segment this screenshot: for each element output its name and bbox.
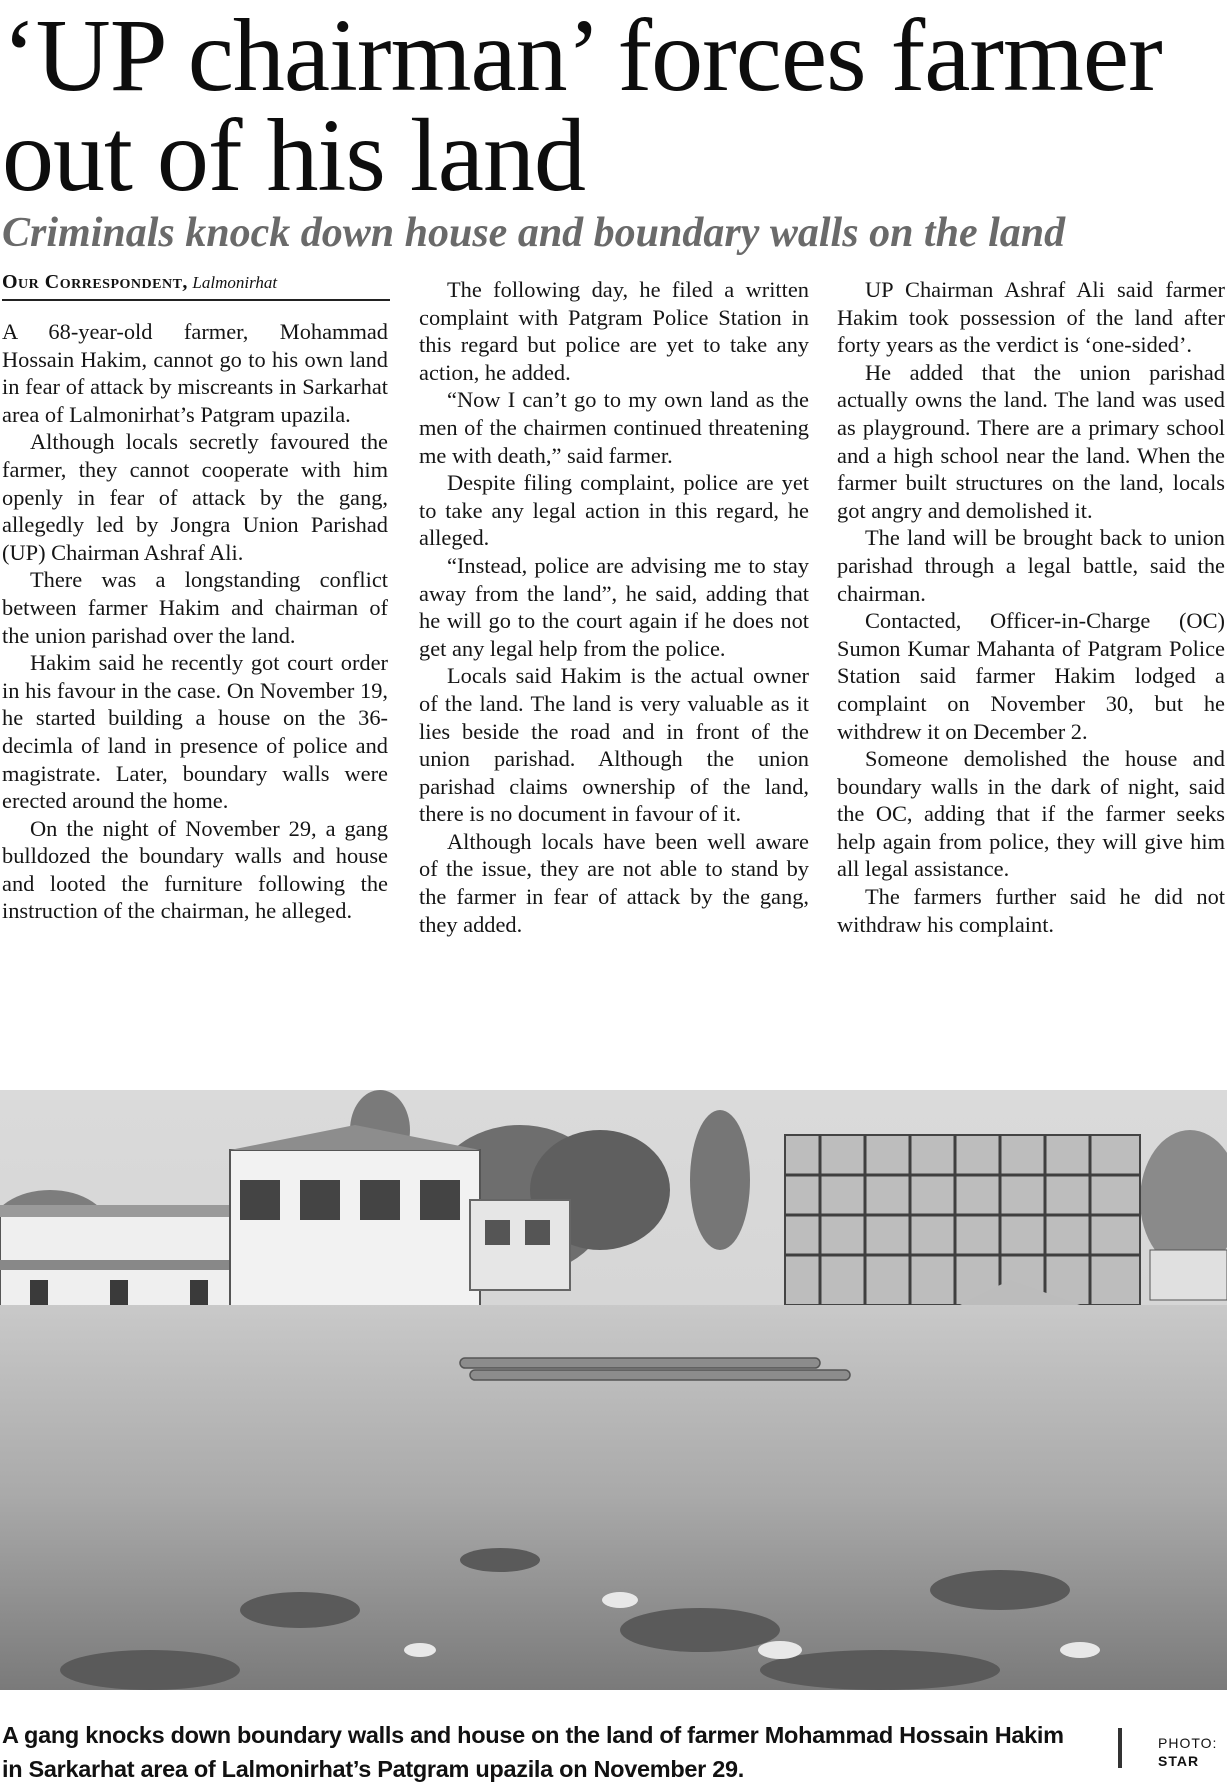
byline: [2, 270, 390, 301]
credit-divider: [1118, 1728, 1122, 1768]
subheadline: Criminals knock down house and boundary walls on the land: [2, 210, 1066, 256]
paragraph: Hakim said he recently got court order in his favour in the case. On November 19, he started building a house on the 36-decimla of land in presence of police and magistrate. Later, boundary walls were erected around the home.: [2, 650, 388, 814]
news-photo: [0, 1090, 1227, 1690]
paragraph: The following day, he filed a written complaint with Patgram Police Station in this regard but police are yet to take any action, he added.: [419, 277, 809, 385]
paragraph: Someone demolished the house and boundary walls in the dark of night, said the OC, adding that if the farmer seeks help again from police, they will give him all legal assistance.: [837, 746, 1225, 882]
article-column-1: [2, 318, 388, 925]
paragraph: The farmers further said he did not withdraw his complaint.: [837, 884, 1225, 937]
paragraph: “Now I can’t go to my own land as the men of the chairmen continued threatening me with death,” said farmer.: [419, 387, 809, 468]
article-column-2: [419, 276, 809, 938]
headline: ‘UP chairman’ forces farmer out of his land: [2, 0, 1162, 213]
paragraph: On the night of November 29, a gang bulldozed the boundary walls and house and looted the furniture following the instruction of the chairman, he alleged.: [2, 815, 388, 924]
photo-credit-name: STAR: [1158, 1753, 1200, 1769]
paragraph: UP Chairman Ashraf Ali said farmer Hakim took possession of the land after forty years as the verdict is ‘one-sided’.: [837, 277, 1225, 358]
paragraph: Despite filing complaint, police are yet to take any legal action in this regard, he alleged.: [419, 470, 809, 551]
paragraph: He added that the union parishad actually owns the land. The land was used as playground. There are a primary school and a high school near the land. When the farmer built structures on the land, locals got angry and demolished it.: [837, 359, 1225, 523]
paragraph: Locals said Hakim is the actual owner of the land. The land is very valuable as it lies beside the road and in front of the union parishad. Although the union parishad claims ownership of the land, there is no document in favour of it.: [419, 663, 809, 827]
paragraph: Although locals secretly favoured the farmer, they cannot cooperate with him openly in fear of attack by the gang, allegedly led by Jongra Union Parishad (UP) Chairman Ashraf Ali.: [2, 429, 388, 565]
photo-credit-label: PHOTO:: [1158, 1735, 1218, 1751]
paragraph: The land will be brought back to union parishad through a legal battle, said the chairman.: [837, 525, 1225, 606]
article-column-3: [837, 276, 1225, 938]
paragraph: There was a longstanding conflict between farmer Hakim and chairman of the union parishad over the land.: [2, 567, 388, 648]
paragraph: Although locals have been well aware of the issue, they are not able to stand by the farmer in fear of attack by the gang, they added.: [419, 828, 809, 937]
paragraph: Contacted, Officer-in-Charge (OC) Sumon Kumar Mahanta of Patgram Police Station said farmer Hakim lodged a complaint on November 30, but he withdrew it on December 2.: [837, 608, 1225, 744]
paragraph: A 68-year-old farmer, Mohammad Hossain Hakim, cannot go to his own land in fear of attack by miscreants in Sarkarhat area of Lalmonirhat’s Patgram upazila.: [2, 319, 388, 427]
byline-name: Our Correspondent,: [2, 271, 188, 293]
photo-caption: A gang knocks down boundary walls and house on the land of farmer Mohammad Hossain Hakim in Sarkarhat area of Lalmonirhat’s Patgram upazila on November 29.: [2, 1722, 1064, 1782]
photo-credit: [1158, 1734, 1226, 1770]
paragraph: “Instead, police are advising me to stay away from the land”, he said, adding that he will go to the court again if he does not get any legal help from the police.: [419, 552, 809, 661]
byline-location: Lalmonirhat: [192, 273, 278, 292]
